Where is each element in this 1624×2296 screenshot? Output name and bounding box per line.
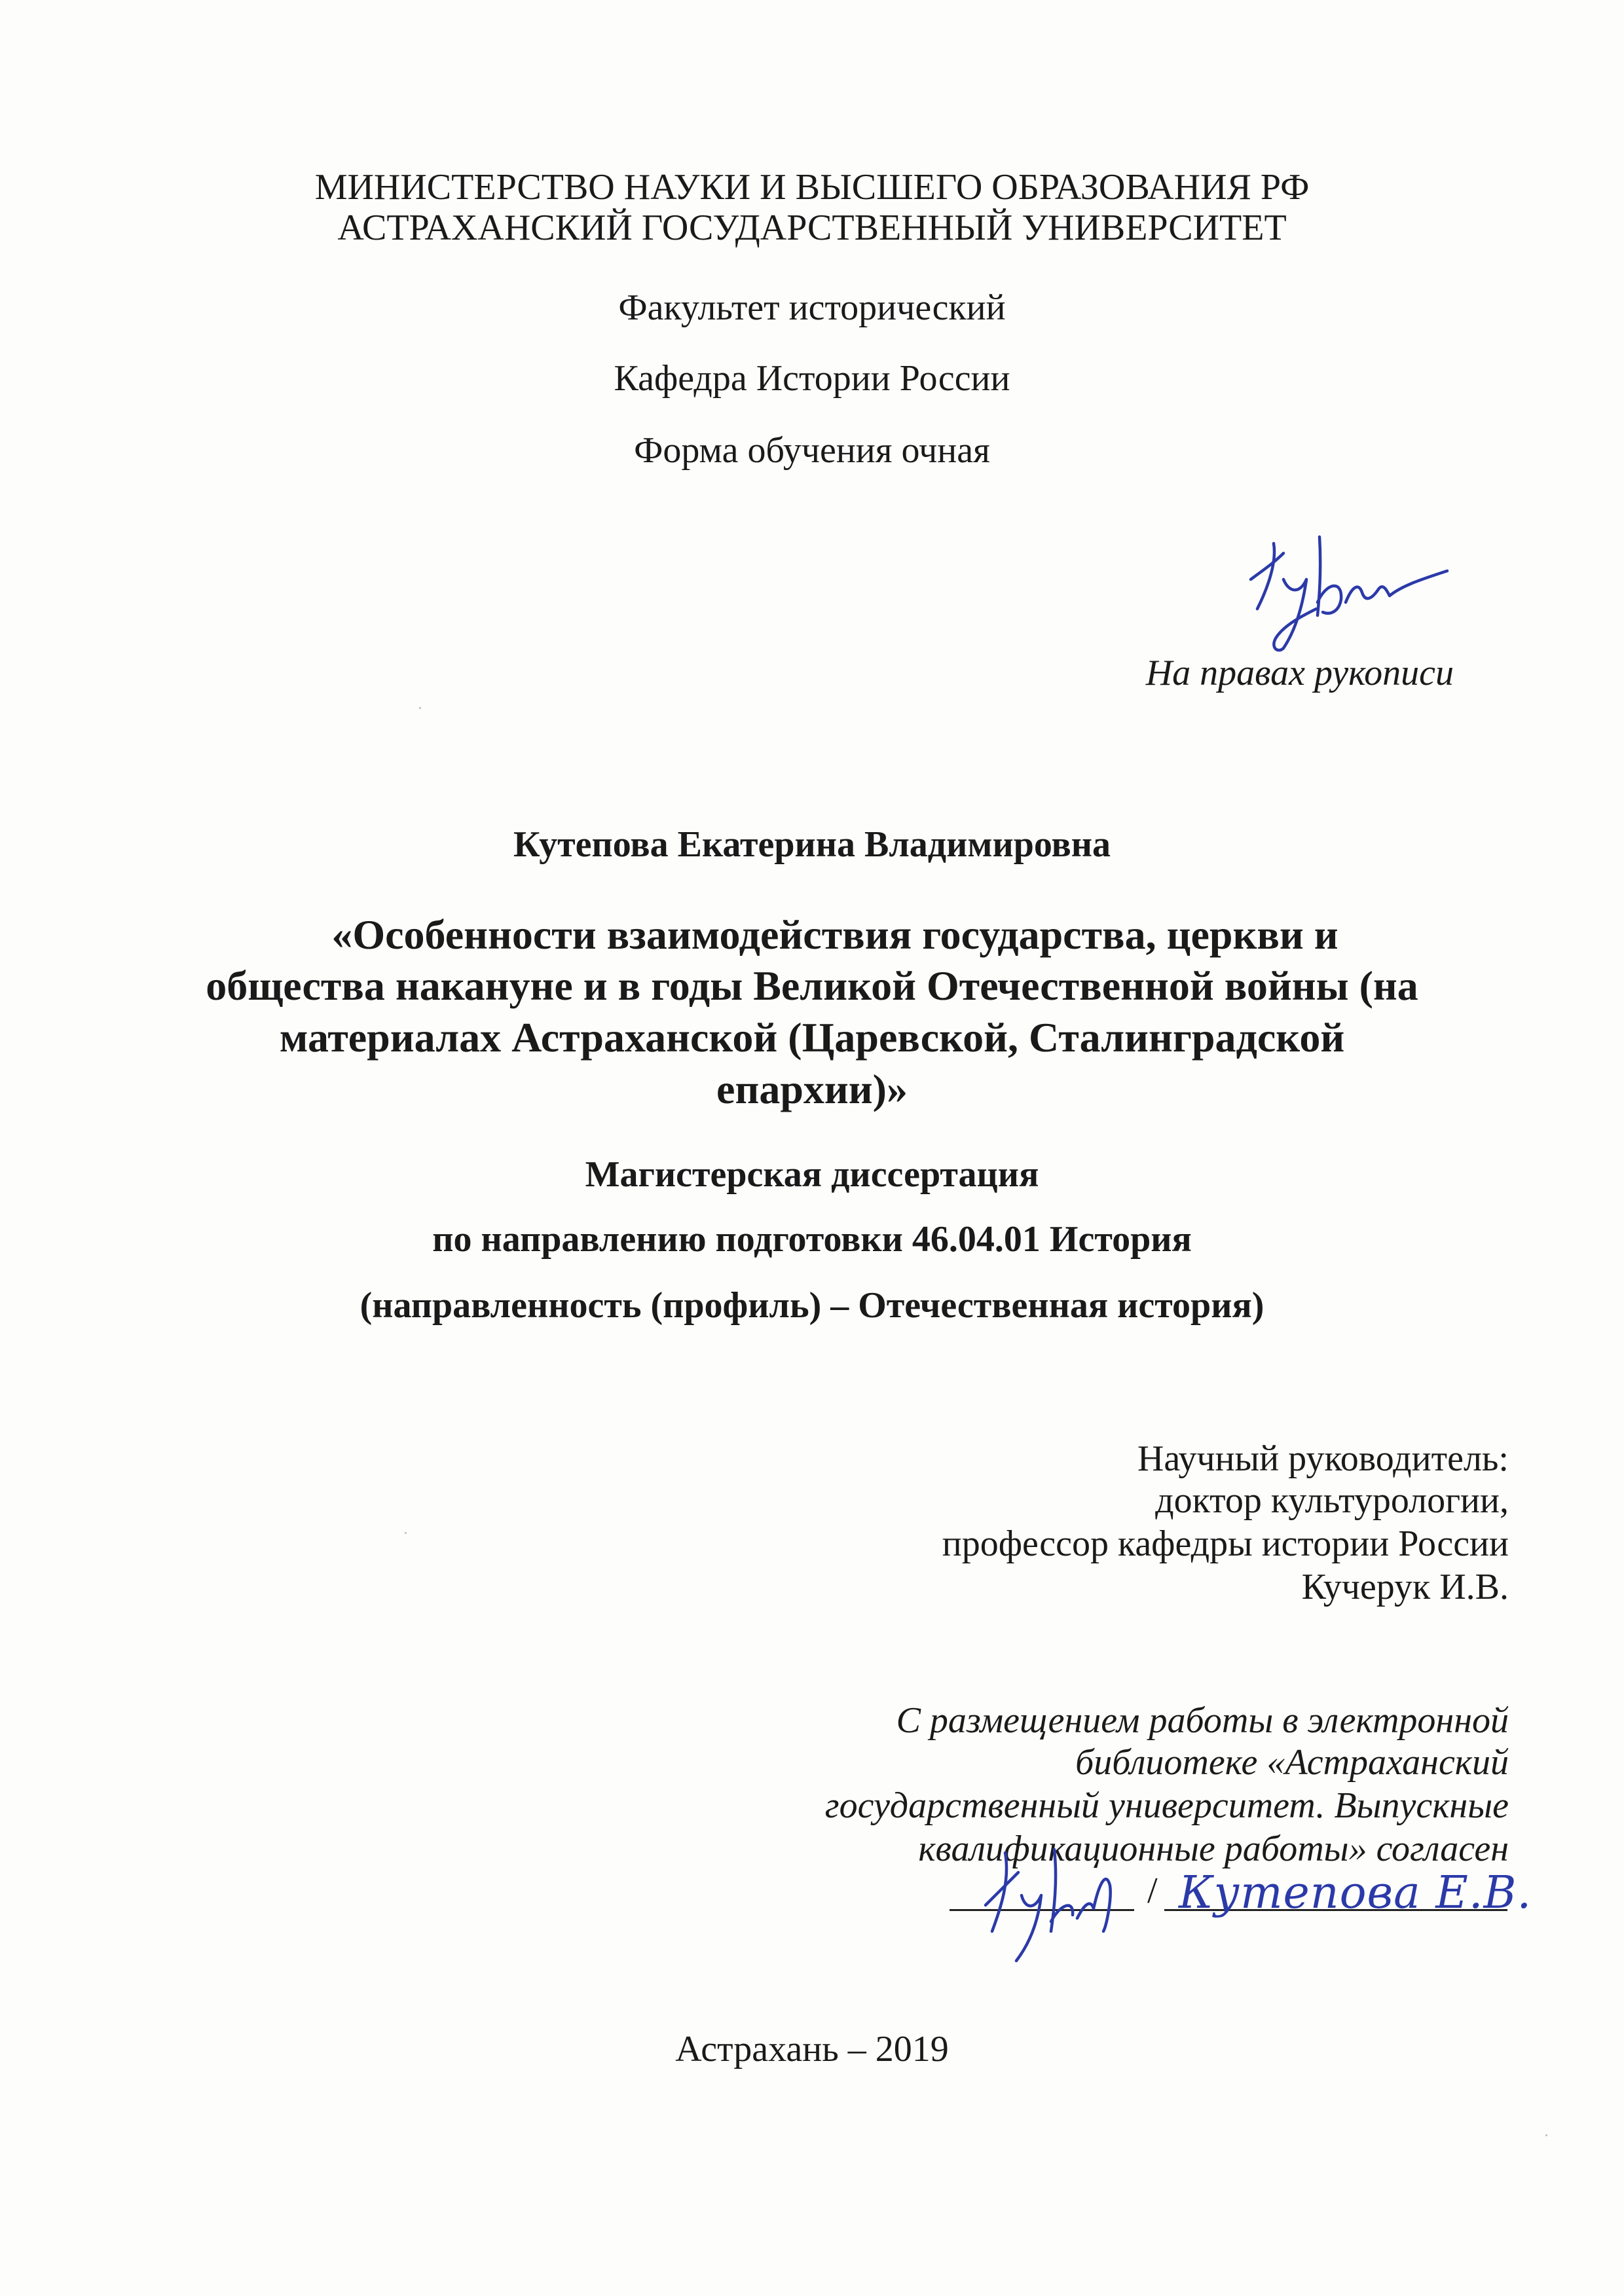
title-line-3: материалах Астраханской (Царевской, Сталинградской	[279, 1014, 1345, 1061]
footer-city-year: Астрахань – 2019	[675, 2029, 949, 2069]
supervisor-position: профессор кафедры истории России	[942, 1523, 1509, 1564]
work-type: Магистерская диссертация	[585, 1154, 1039, 1195]
title-line-4: епархии)»	[716, 1066, 908, 1112]
direction-line: по направлению подготовки 46.04.01 История	[432, 1219, 1192, 1260]
signature-separator: /	[1147, 1870, 1158, 1911]
department-line: Кафедра Истории России	[614, 358, 1010, 399]
scan-speck	[419, 707, 421, 709]
study-form-line: Форма обучения очная	[634, 430, 990, 471]
university-heading: АСТРАХАНСКИЙ ГОСУДАРСТВЕННЫЙ УНИВЕРСИТЕТ	[337, 208, 1287, 248]
faculty-line: Факультет исторический	[618, 287, 1006, 328]
supervisor-label: Научный руководитель:	[1137, 1438, 1509, 1479]
student-signature	[976, 1833, 1146, 1964]
scan-speck	[405, 1532, 407, 1534]
manuscript-note: На правах рукописи	[1145, 653, 1454, 693]
supervisor-degree: доктор культурологии,	[1155, 1480, 1509, 1521]
handwritten-name: Кутепова Е.В.	[1179, 1867, 1532, 1919]
consent-line-3: государственный университет. Выпускные	[824, 1785, 1509, 1826]
consent-line-1: С размещением работы в электронной	[896, 1700, 1509, 1741]
profile-line: (направленность (профиль) – Отечественная история)	[360, 1285, 1264, 1326]
ministry-heading: МИНИСТЕРСТВО НАУКИ И ВЫСШЕГО ОБРАЗОВАНИЯ РФ	[314, 167, 1310, 208]
title-line-2: общества накануне и в годы Великой Отечественной войны (на	[206, 962, 1418, 1009]
title-line-1: «Особенности взаимодействия государства, церкви и	[331, 911, 1338, 958]
author-name: Кутепова Екатерина Владимировна	[513, 824, 1111, 865]
consent-line-4: квалификационные работы» согласен	[918, 1829, 1509, 1869]
supervisor-signature-top	[1238, 517, 1454, 655]
scan-speck	[1545, 2134, 1547, 2136]
supervisor-name: Кучерук И.В.	[1301, 1567, 1509, 1607]
consent-line-2: библиотеке «Астраханский	[1075, 1742, 1509, 1783]
